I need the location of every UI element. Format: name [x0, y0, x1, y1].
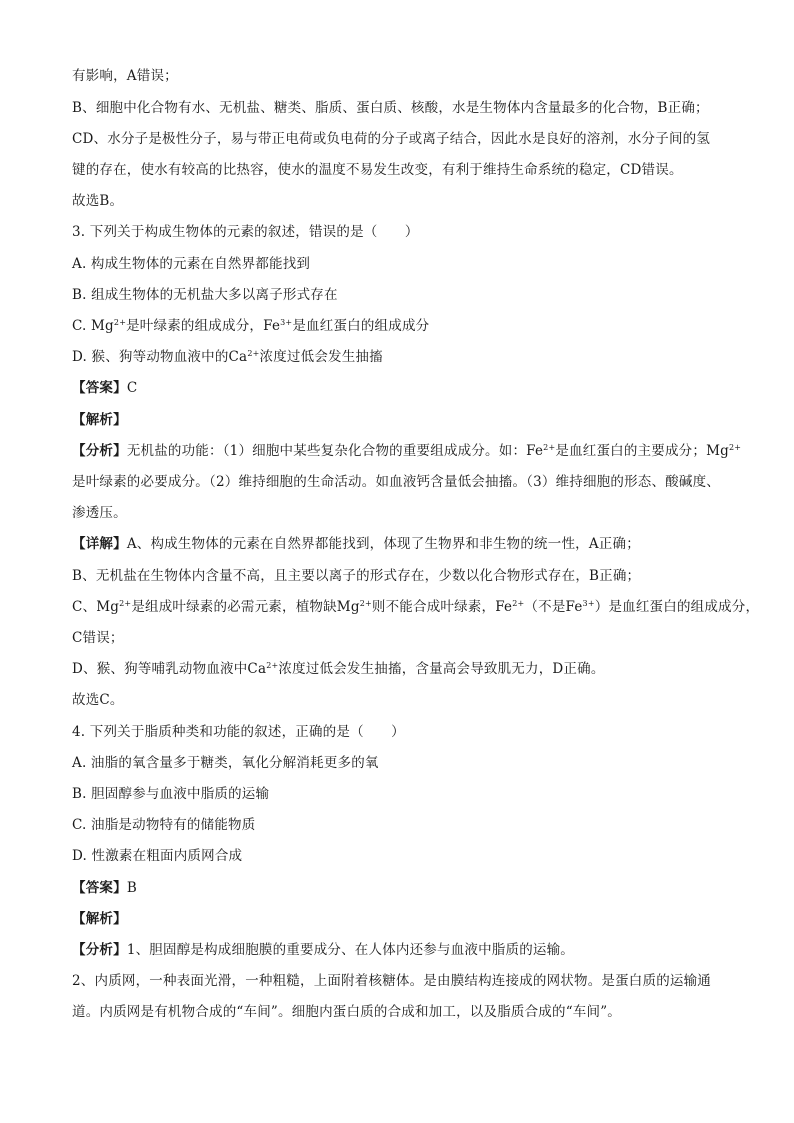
question-3-option-b: B. 组成生物体的无机盐大多以离子形式存在	[72, 287, 338, 303]
text-line: 故选B。	[72, 193, 124, 209]
question-3-option-c: C. $Mg^{2+}$是叶绿素的组成成分，$Fe^{3+}$是血红蛋白的组成成分	[72, 318, 430, 334]
question-3-xiangjie-d: D、猴、狗等哺乳动物血液中$Ca^{2+}$浓度过低会发生抽搐，含量高会导致肌无力，D正确。	[72, 661, 605, 677]
question-3-stem: 3. 下列关于构成生物体的元素的叙述，错误的是（ ）	[72, 224, 419, 240]
question-4-option-b: B. 胆固醇参与血液中脂质的运输	[72, 786, 270, 802]
question-4-stem: 4. 下列关于脂质种类和功能的叙述，正确的是（ ）	[72, 724, 405, 740]
text-line: 道。内质网是有机物合成的“车间”。细胞内蛋白质的合成和加工，以及脂质合成的“车间”。	[72, 1004, 622, 1020]
text-line: 是叶绿素的必要成分。（2）维持细胞的生命活动。如血液钙含量低会抽搐。（3）维持细胞的形态、酸碱度、	[72, 474, 720, 490]
question-3-analysis-heading: 【解析】	[72, 412, 127, 428]
question-3-xiangjie-c: C、$Mg^{2+}$是组成叶绿素的必需元素，植物缺$Mg^{2+}$则不能合成叶绿素，$Fe^{2+}$（不是$Fe^{3+}$）是血红蛋白的组成成分，	[72, 599, 760, 615]
text-line: CD、水分子是极性分子，易与带正电荷或负电荷的分子或离子结合，因此水是良好的溶剂，水分子间的氢	[72, 131, 711, 147]
question-3-answer: 【答案】C	[72, 380, 138, 396]
question-4-answer: 【答案】B	[72, 880, 137, 896]
text-line: 有影响，A错误；	[72, 68, 178, 84]
question-4-option-d: D. 性激素在粗面内质网合成	[72, 848, 243, 864]
text-line: 键的存在，使水有较高的比热容，使水的温度不易发生改变，有利于维持生命系统的稳定，CD错误。	[72, 162, 683, 178]
question-4-fenxi: 【分析】1、胆固醇是构成细胞膜的重要成分、在人体内还参与血液中脂质的运输。	[72, 942, 575, 958]
question-3-conclusion: 故选C。	[72, 692, 124, 708]
question-4-analysis-heading: 【解析】	[72, 911, 127, 927]
text-line: 2、内质网，一种表面光滑，一种粗糙，上面附着核糖体。是由膜结构连接成的网状物。是蛋白质的运输通	[72, 973, 711, 989]
text-line: C错误；	[72, 630, 124, 646]
question-4-option-a: A. 油脂的氧含量多于糖类，氧化分解消耗更多的氧	[72, 755, 379, 771]
question-3-xiangjie-a: 【详解】A、构成生物体的元素在自然界都能找到，体现了生物界和非生物的统一性，A正确；	[72, 536, 640, 552]
text-line: 渗透压。	[72, 505, 127, 521]
text-line: B、细胞中化合物有水、无机盐、糖类、脂质、蛋白质、核酸，水是生物体内含量最多的化合物，B正确；	[72, 100, 709, 116]
question-3-fenxi: 【分析】无机盐的功能：（1）细胞中某些复杂化合物的重要组成成分。如：$Fe^{2+}$是血红蛋白的主要成分；$Mg^{2+}$	[72, 443, 742, 459]
question-3-option-d: D. 猴、狗等动物血液中的$Ca^{2+}$浓度过低会发生抽搐	[72, 349, 383, 365]
question-3-option-a: A. 构成生物体的元素在自然界都能找到	[72, 256, 311, 272]
question-3-xiangjie-b: B、无机盐在生物体内含量不高，且主要以离子的形式存在，少数以化合物形式存在，B正确；	[72, 568, 641, 584]
question-4-option-c: C. 油脂是动物特有的储能物质	[72, 817, 256, 833]
